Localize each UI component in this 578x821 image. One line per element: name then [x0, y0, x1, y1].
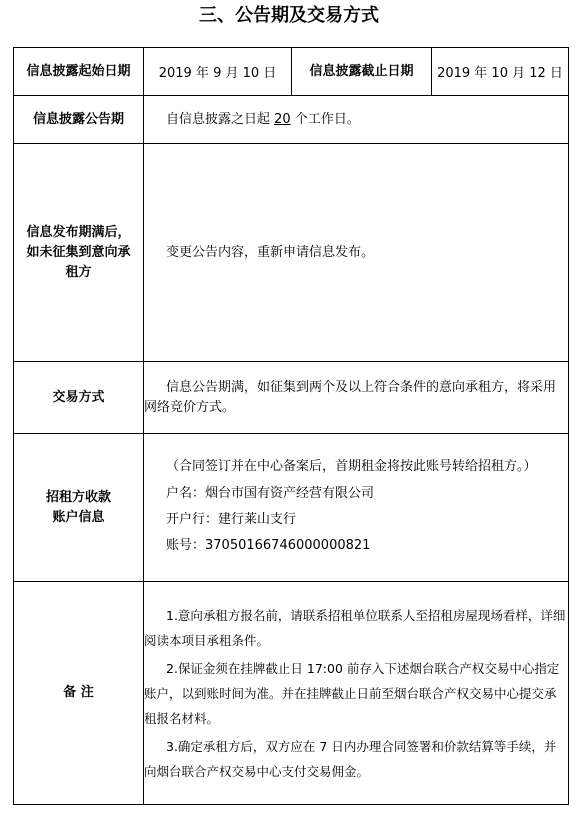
expiry-label-line-2: 如未征集到意向承: [26, 244, 131, 260]
account-number: 账号：37050166746000000821: [166, 537, 371, 553]
end-date-value: 2019 年 10 月 12 日: [432, 48, 569, 96]
period-days: 20: [274, 111, 291, 127]
row-disclosure-period: [14, 96, 569, 144]
period-value: [144, 96, 569, 144]
expiry-value: 变更公告内容，重新申请信息发布。: [166, 244, 375, 260]
period-label: 信息披露公告期: [14, 96, 144, 144]
row-account: [14, 434, 569, 582]
notes-label: 备 注: [14, 582, 144, 805]
expiry-label-line-3: 租方: [65, 264, 92, 280]
account-value-cell: [144, 434, 569, 582]
method-label: 交易方式: [14, 362, 144, 434]
start-date-value: 2019 年 9 月 10 日: [144, 48, 292, 96]
expiry-label-line-1: 信息发布期满后，: [26, 224, 131, 240]
period-prefix: 自信息披露之日起: [166, 111, 275, 127]
expiry-value-cell: [144, 144, 569, 362]
row-expiry: [14, 144, 569, 362]
row-notes: [14, 582, 569, 805]
account-label: [14, 434, 144, 582]
method-value-cell: [144, 362, 569, 434]
period-suffix: 个工作日。: [290, 111, 360, 127]
note-2: 2.保证金须在挂牌截止日 17:00 前存入下述烟台联合产权交易中心指定账户，以到账时间为准。并在挂牌截止日前至烟台联合产权交易中心提交承租报名材料。: [144, 660, 560, 726]
notes-value-cell: [144, 582, 569, 805]
end-date-label: 信息披露截止日期: [292, 48, 432, 96]
account-label-line-1: 招租方收款: [45, 489, 111, 505]
row-disclosure-dates: [14, 48, 569, 96]
account-name: 户名：烟台市国有资产经营有限公司: [166, 485, 375, 501]
account-bank: 开户行：建行莱山支行: [166, 511, 297, 527]
start-date-label: 信息披露起始日期: [14, 48, 144, 96]
row-trade-method: [14, 362, 569, 434]
account-label-line-2: 账户信息: [52, 509, 105, 525]
note-1: 1.意向承租方报名前，请联系招租单位联系人至招租房屋现场看样，详细阅读本项目承租条件。: [144, 607, 566, 648]
announcement-table: [13, 47, 569, 805]
method-value: 信息公告期满，如征集到两个及以上符合条件的意向承租方，将采用网络竞价方式。: [144, 379, 557, 415]
account-note: （合同签订并在中心备案后，首期租金将按此账号转给招租方。）: [166, 458, 537, 474]
note-3: 3.确定承租方后，双方应在 7 日内办理合同签署和价款结算等手续，并向烟台联合产权交易中心支付交易佣金。: [144, 738, 557, 779]
expiry-label: [14, 144, 144, 362]
section-title: 三、公告期及交易方式: [199, 5, 379, 26]
